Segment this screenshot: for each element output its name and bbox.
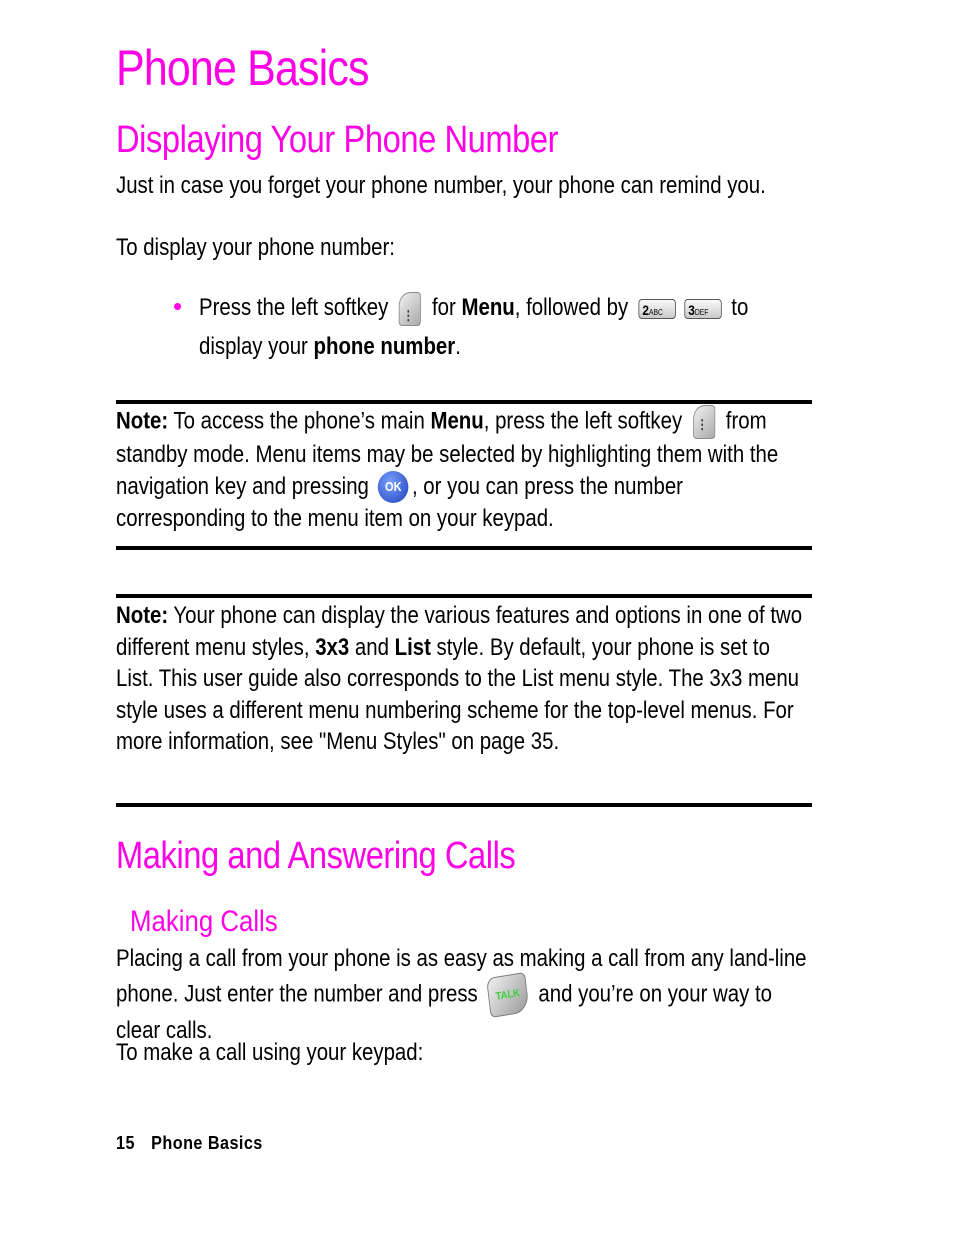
section-heading-displaying-number: Displaying Your Phone Number <box>116 119 559 161</box>
note2-text-1: Your phone can display the various features and options in one of two different menu styles, <box>116 602 803 661</box>
subheading-making-calls: Making Calls <box>130 905 278 938</box>
note1-menu-word: Menu <box>430 407 484 435</box>
bullet-text-2: for <box>431 294 456 321</box>
note2-top-rule <box>116 594 812 598</box>
note2-bottom-rule <box>116 803 812 807</box>
note1-text-4: , or you can press the number corresponding to the menu item on your keypad. <box>116 472 683 533</box>
note2-label: Note: <box>116 602 169 629</box>
note2-style-list: List <box>394 633 431 661</box>
note1-bottom-rule <box>116 546 812 550</box>
key-3-icon: 3DEF <box>684 299 721 319</box>
note1-text-1: To access the phone’s main <box>173 407 425 435</box>
intro-paragraph <box>116 170 812 202</box>
left-softkey-icon <box>399 292 421 326</box>
making-calls-text-1: Placing a call from your phone is as easy as making a call from any land-line phone. Just enter the number and press <box>116 945 807 1007</box>
bullet-text-4: to display your <box>199 294 749 360</box>
note2-text-2: and <box>354 633 389 661</box>
bullet-item-display-number <box>199 288 811 366</box>
ok-key-icon: OK <box>378 471 409 503</box>
page-footer <box>116 1133 263 1154</box>
chapter-title: Phone Basics <box>116 40 369 96</box>
note1-top-rule <box>116 400 812 404</box>
footer-page-number: 15 <box>116 1133 135 1153</box>
note2-style-3x3: 3x3 <box>315 633 350 661</box>
intro-line-2: To display your phone number: <box>116 234 395 261</box>
making-calls-instruction <box>116 1037 812 1069</box>
bullet-menu-word: Menu <box>461 294 515 321</box>
bullet-text-3: , followed by <box>514 294 629 321</box>
left-softkey-icon <box>693 405 715 439</box>
bullet-text-1: Press the left softkey <box>199 294 389 321</box>
note1-label: Note: <box>116 407 169 435</box>
key-2-icon: 2ABC <box>638 299 675 319</box>
intro-instruction <box>116 232 812 264</box>
bullet-text-5: . <box>455 333 461 360</box>
bullet-phone-number-word: phone number <box>313 333 456 360</box>
note1-body <box>116 405 812 535</box>
making-calls-paragraph <box>116 943 812 1046</box>
footer-section-name: Phone Basics <box>151 1133 263 1153</box>
making-calls-line-2: To make a call using your keypad: <box>116 1039 424 1066</box>
making-calls-text-2: and you’re on your way to clear calls. <box>116 979 773 1044</box>
note2-body <box>116 600 812 758</box>
section-heading-making-answering-calls: Making and Answering Calls <box>116 835 516 877</box>
note1-text-2: , press the left softkey <box>483 407 683 435</box>
bullet-dot: • <box>173 291 183 321</box>
talk-key-icon: TALK <box>486 971 529 1017</box>
intro-line-1: Just in case you forget your phone number, your phone can remind you. <box>116 172 766 199</box>
note2-text-3: style. By default, your phone is set to List. This user guide also corresponds to the List menu style. The 3x3 menu style uses a different menu numbering scheme for the top-level menus. For more information, see "Menu Styles" on page 35. <box>116 633 800 755</box>
note1-text-3: from standby mode. Menu items may be selected by highlighting them with the navigation key and pressing <box>116 407 779 500</box>
